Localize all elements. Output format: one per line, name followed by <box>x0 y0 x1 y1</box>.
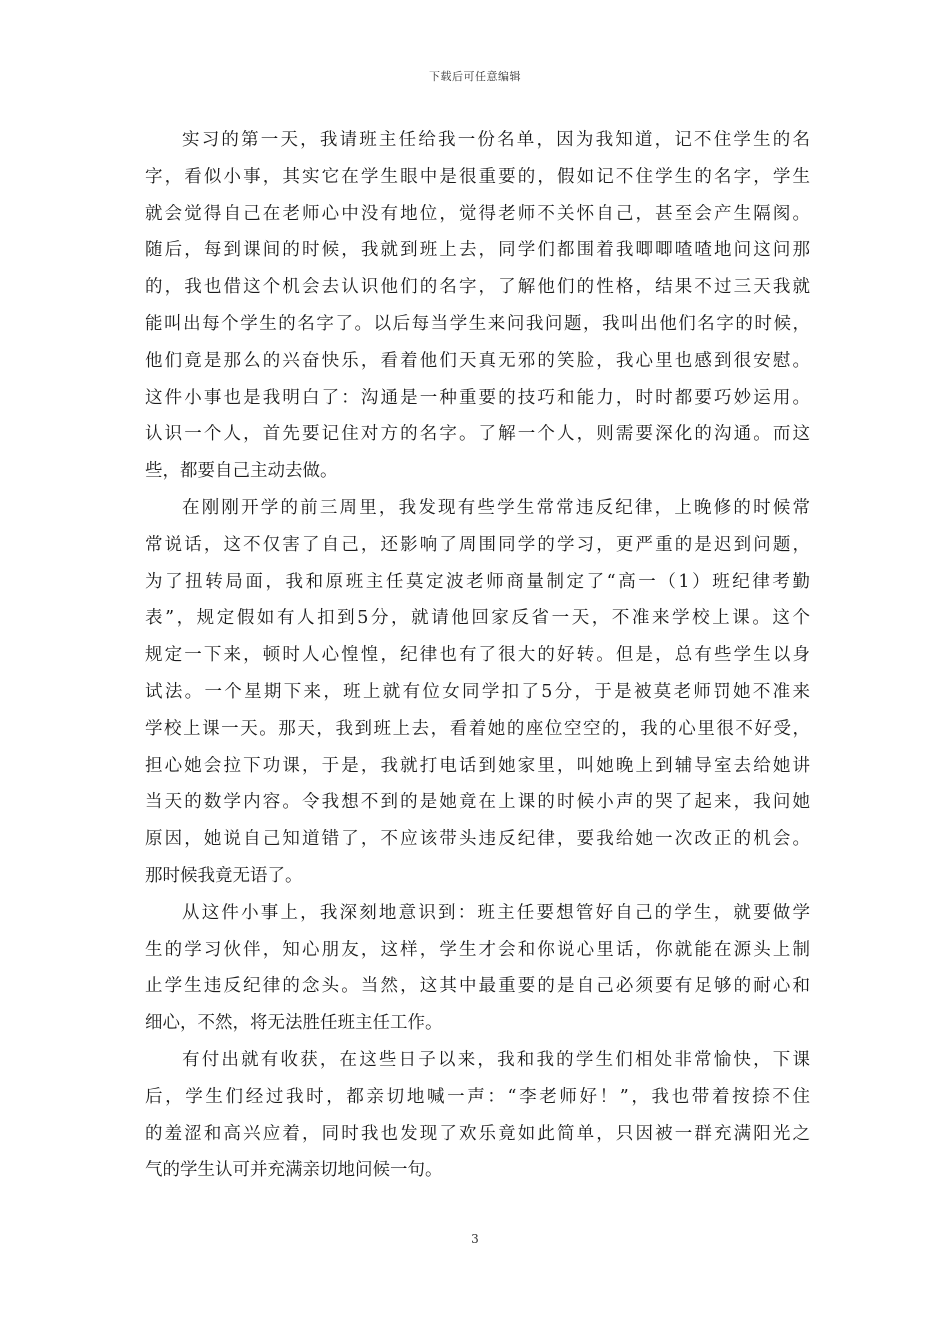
text-line: 这件小事也是我明白了：沟通是一种重要的技巧和能力，时时都要巧妙运用。 <box>145 387 810 408</box>
text-line: 认识一个人，首先要记住对方的名字。了解一个人，则需要深化的沟通。而这 <box>145 424 810 445</box>
text-line: 的，我也借这个机会去认识他们的名字，了解他们的性格，结果不过三天我就 <box>145 277 810 298</box>
text-line: 表”，规定假如有人扣到5分，就请他回家反省一天，不准来学校上课。这个 <box>145 608 810 629</box>
text-line: 当天的数学内容。令我想不到的是她竟在上课的时候小声的哭了起来，我问她 <box>145 792 810 813</box>
paragraph-2 <box>145 490 810 895</box>
text-line: 实习的第一天，我请班主任给我一份名单，因为我知道，记不住学生的名 <box>182 130 810 150</box>
text-line: 学校上课一天。那天，我到班上去，看着她的座位空空的，我的心里很不好受， <box>145 718 810 739</box>
text-line: 生的学习伙伴，知心朋友，这样，学生才会和你说心里话，你就能在源头上制 <box>145 939 810 960</box>
text-line: 后，学生们经过我时，都亲切地喊一声：“李老师好！”，我也带着按捺不住 <box>145 1086 810 1107</box>
paragraph-4 <box>145 1042 810 1189</box>
text-line: 担心她会拉下功课，于是，我就打电话到她家里，叫她晚上到辅导室去给她讲 <box>145 755 810 776</box>
text-line: 止学生违反纪律的念头。当然，这其中最重要的是自己必须要有足够的耐心和 <box>145 976 810 997</box>
page-number: 3 <box>471 1232 479 1246</box>
text-line: 能叫出每个学生的名字了。以后每当学生来问我问题，我叫出他们名字的时候， <box>145 313 810 334</box>
text-line: 从这件小事上，我深刻地意识到：班主任要想管好自己的学生，就要做学 <box>182 902 810 923</box>
text-line: 在刚刚开学的前三周里，我发现有些学生常常违反纪律，上晚修的时候常 <box>182 497 810 518</box>
text-line: 些，都要自己主动去做。 <box>145 461 338 482</box>
text-line: 细心，不然，将无法胜任班主任工作。 <box>145 1013 443 1034</box>
text-line: 气的学生认可并充满亲切地问候一句。 <box>145 1160 443 1181</box>
page-header: 下载后可任意编辑 <box>429 70 521 83</box>
text-line: 字，看似小事，其实它在学生眼中是很重要的，假如记不住学生的名字，学生 <box>145 166 810 187</box>
text-line: 为了扭转局面，我和原班主任莫定波老师商量制定了“高一（1）班纪律考勤 <box>145 571 810 592</box>
text-line: 有付出就有收获，在这些日子以来，我和我的学生们相处非常愉快，下课 <box>182 1049 810 1070</box>
text-line: 试法。一个星期下来，班上就有位女同学扣了5分，于是被莫老师罚她不准来 <box>145 681 810 702</box>
paragraph-1 <box>145 122 810 490</box>
text-line: 随后，每到课间的时候，我就到班上去，同学们都围着我唧唧喳喳地问这问那 <box>145 240 810 261</box>
text-line: 常说话，这不仅害了自己，还影响了周围同学的学习，更严重的是迟到问题， <box>145 534 810 555</box>
text-line: 的羞涩和高兴应着，同时我也发现了欢乐竟如此简单，只因被一群充满阳光之 <box>145 1123 810 1144</box>
document-body <box>145 122 810 1189</box>
paragraph-3 <box>145 895 810 1042</box>
text-line: 那时候我竟无语了。 <box>145 865 303 886</box>
text-line: 他们竟是那么的兴奋快乐，看着他们天真无邪的笑脸，我心里也感到很安慰。 <box>145 350 810 371</box>
text-line: 就会觉得自己在老师心中没有地位，觉得老师不关怀自己，甚至会产生隔阂。 <box>145 203 810 224</box>
text-line: 原因，她说自己知道错了，不应该带头违反纪律，要我给她一次改正的机会。 <box>145 829 810 850</box>
text-line: 规定一下来，顿时人心惶惶，纪律也有了很大的好转。但是，总有些学生以身 <box>145 645 810 666</box>
